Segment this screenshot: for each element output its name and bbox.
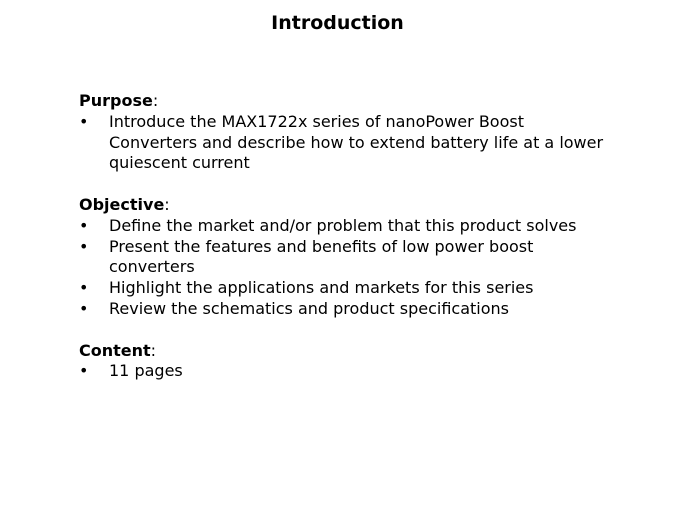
objective-list xyxy=(79,216,639,320)
list-item-text: Introduce the MAX1722x series of nanoPower Boost Converters and describe how to extend battery life at a lower quiescent current xyxy=(109,111,604,173)
bullet-icon: • xyxy=(79,111,89,131)
objective-heading xyxy=(79,195,639,216)
purpose-heading xyxy=(79,91,639,112)
slide-content xyxy=(79,91,639,403)
purpose-heading-label: Purpose xyxy=(79,91,153,110)
bullet-icon: • xyxy=(79,361,89,381)
list-item-text: Highlight the applications and markets for this series xyxy=(109,278,534,298)
content-heading-label: Content xyxy=(79,340,151,360)
purpose-section xyxy=(79,91,639,174)
list-item xyxy=(79,112,609,174)
objective-heading-colon: : xyxy=(164,194,170,214)
list-item-text: Define the market and/or problem that this product solves xyxy=(109,215,577,235)
list-item xyxy=(79,278,609,299)
list-item xyxy=(79,216,609,237)
content-list xyxy=(79,361,639,382)
list-item xyxy=(79,361,609,382)
list-item xyxy=(79,237,609,279)
bullet-icon: • xyxy=(79,215,89,235)
list-item-text: Present the features and benefits of low power boost converters xyxy=(109,236,534,277)
list-item xyxy=(79,299,609,320)
purpose-list xyxy=(79,112,639,174)
bullet-icon: • xyxy=(79,236,89,256)
bullet-icon: • xyxy=(79,278,89,298)
list-item-text: Review the schematics and product specifications xyxy=(109,298,510,318)
content-section xyxy=(79,341,639,383)
list-item-text: 11 pages xyxy=(109,361,183,381)
slide-title: Introduction xyxy=(271,12,404,34)
content-heading-colon: : xyxy=(150,340,157,360)
bullet-icon: • xyxy=(79,298,89,318)
objective-section xyxy=(79,195,639,320)
content-heading xyxy=(79,341,639,362)
purpose-heading-colon: : xyxy=(152,91,159,110)
objective-heading-label: Objective xyxy=(79,194,165,214)
